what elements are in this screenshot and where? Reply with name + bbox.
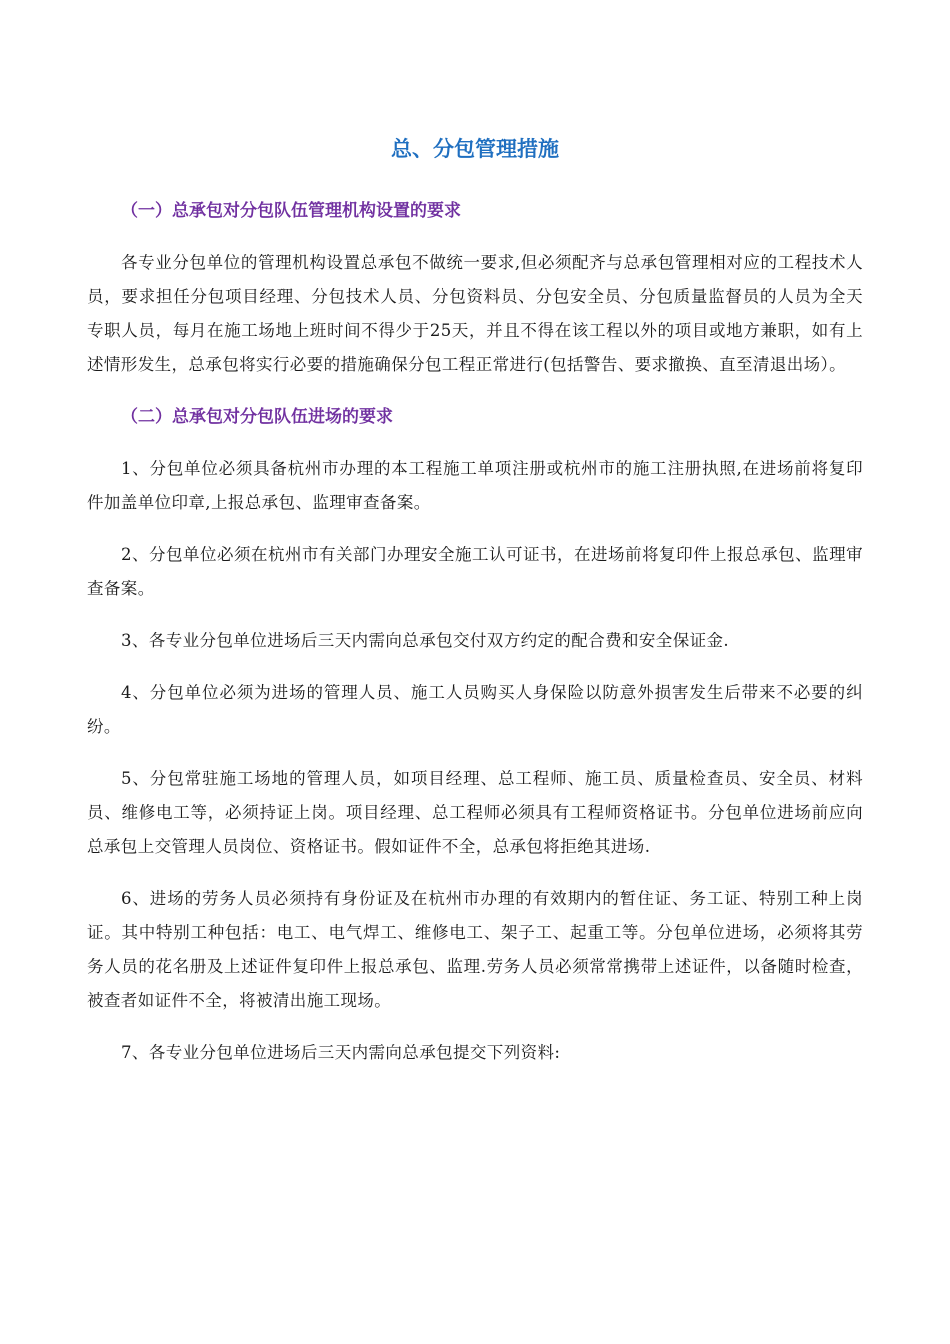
paragraph: 5、分包常驻施工场地的管理人员，如项目经理、总工程师、施工员、质量检查员、安全员、材料员、维修电工等，必须持证上岗。项目经理、总工程师必须具有工程师资格证书。分包单位进场前应向总承包上交管理人员岗位、资格证书。假如证件不全，总承包将拒绝其进场. [87, 769, 863, 856]
paragraph: 7、各专业分包单位进场后三天内需向总承包提交下列资料: [121, 1043, 561, 1062]
paragraph: 4、分包单位必须为进场的管理人员、施工人员购买人身保险以防意外损害发生后带来不必要的纠纷。 [87, 683, 863, 736]
section-heading-1: （一）总承包对分包队伍管理机构设置的要求 [121, 201, 461, 221]
document-title: 总、分包管理措施 [391, 137, 559, 161]
paragraph: 各专业分包单位的管理机构设置总承包不做统一要求,但必须配齐与总承包管理相对应的工程技术人员，要求担任分包项目经理、分包技术人员、分包资料员、分包安全员、分包质量监督员的人员为全天专职人员，每月在施工场地上班时间不得少于25天，并且不得在该工程以外的项目或地方兼职，如有上述情形发生，总承包将实行必要的措施确保分包工程正常进行(包括警告、要求撤换、直至清退出场）。 [87, 253, 863, 374]
paragraph: 6、进场的劳务人员必须持有身份证及在杭州市办理的有效期内的暂住证、务工证、特别工种上岗证。其中特别工种包括：电工、电气焊工、维修电工、架子工、起重工等。分包单位进场，必须将其劳务人员的花名册及上述证件复印件上报总承包、监理.劳务人员必须常常携带上述证件，以备随时检查，被查者如证件不全，将被清出施工现场。 [87, 889, 863, 1010]
section-heading-2: （二）总承包对分包队伍进场的要求 [121, 407, 393, 427]
paragraph: 2、分包单位必须在杭州市有关部门办理安全施工认可证书，在进场前将复印件上报总承包、监理审查备案。 [87, 545, 863, 598]
paragraph: 1、分包单位必须具备杭州市办理的本工程施工单项注册或杭州市的施工注册执照,在进场前将复印件加盖单位印章,上报总承包、监理审查备案。 [87, 459, 863, 512]
paragraph: 3、各专业分包单位进场后三天内需向总承包交付双方约定的配合费和安全保证金. [121, 631, 730, 650]
